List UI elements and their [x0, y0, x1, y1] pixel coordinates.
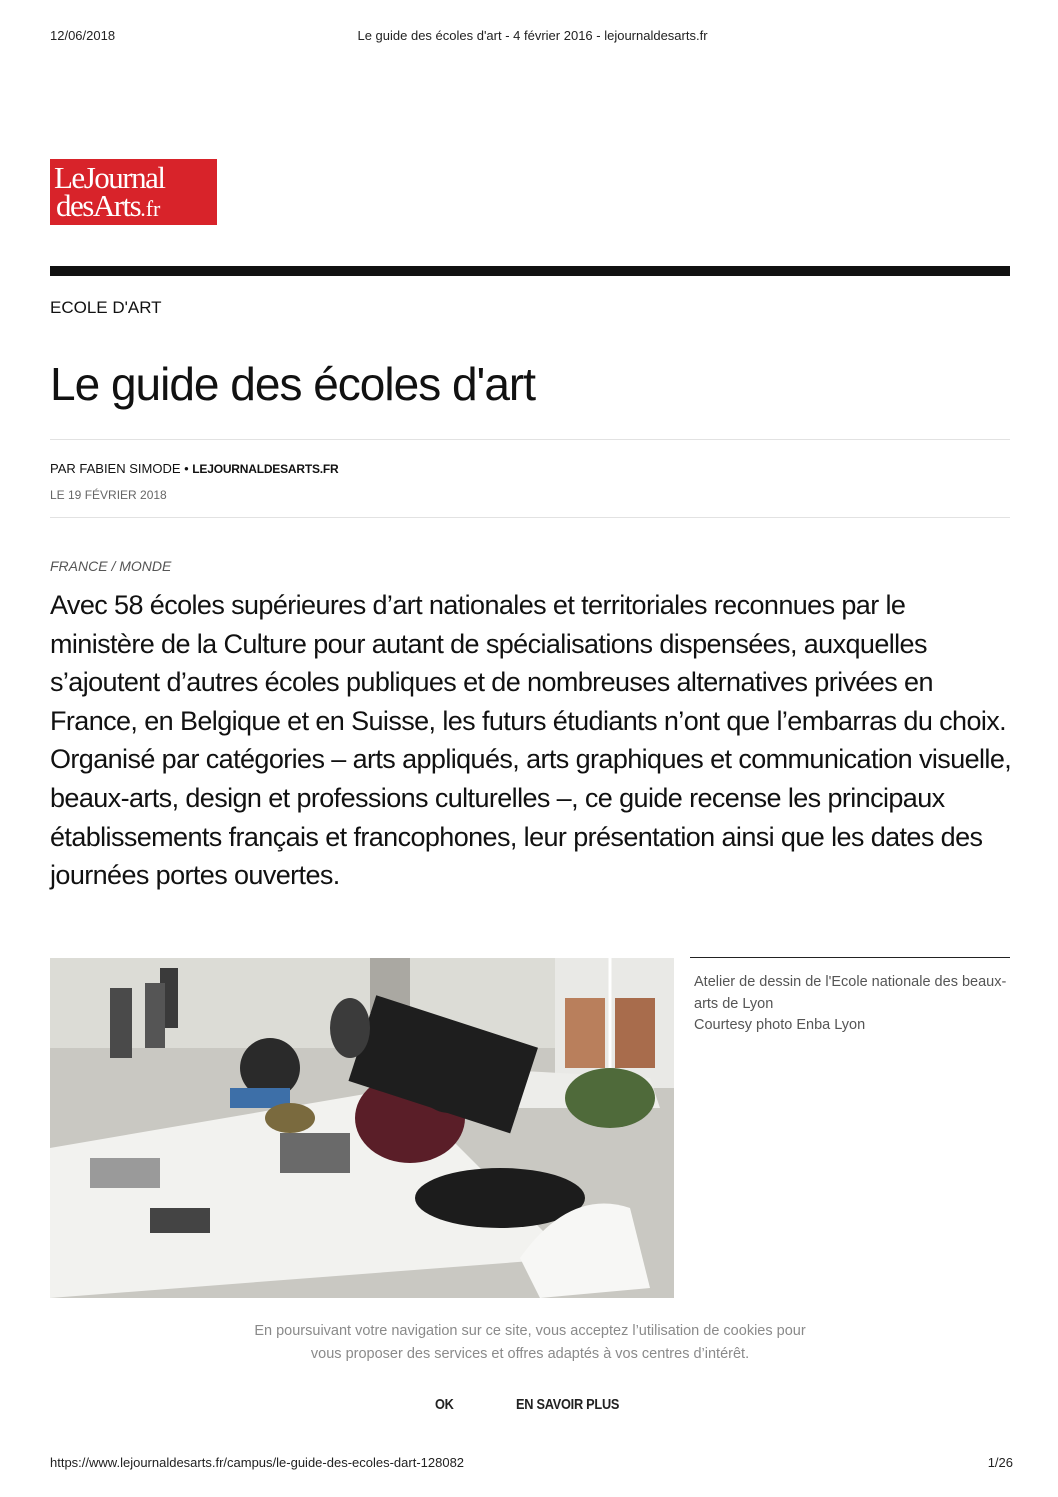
studio-photo-illustration [50, 958, 674, 1298]
article-photo [50, 958, 674, 1298]
logo-suffix: .fr [140, 196, 161, 221]
cookie-ok-button[interactable]: OK [435, 1396, 454, 1413]
print-page-number: 1/26 [987, 1455, 1013, 1470]
divider-line [50, 439, 1010, 440]
logo-line-2 [56, 190, 160, 224]
cookie-text-line-2: vous proposer des services et offres adaptés à vos centres d’intérêt. [310, 1345, 750, 1362]
divider-line [50, 517, 1010, 518]
header-divider-bar [50, 266, 1010, 276]
caption-divider [690, 957, 1010, 958]
byline-author[interactable]: PAR FABIEN SIMODE [50, 461, 181, 476]
cookie-banner [180, 1320, 880, 1365]
cookie-learn-more-button[interactable]: EN SAVOIR PLUS [516, 1396, 620, 1413]
article-lead: Avec 58 écoles supérieures d’art nationales et territoriales reconnues par le ministère de la Culture pour autant de spécialisations dispensées, auxquelles s’ajoutent d’autres écoles publiques et de nombreuses alternatives privées en France, en Belgique et en Suisse, les futurs étudiants n’ont que l’embarras du choix. Organisé par catégories – arts appliqués, arts graphiques et communication visuelle, beaux-arts, design et professions culturelles –, ce guide recense les principaux établissements français et francophones, leur présentation ainsi que les dates des journées portes ouvertes. [50, 590, 1012, 891]
byline-separator: • [180, 461, 193, 476]
print-title: Le guide des écoles d'art - 4 février 2016 - lejournaldesarts.fr [357, 28, 708, 43]
logo-line-1: LeJournal [54, 160, 165, 195]
byline-site: LEJOURNALDESARTS.FR [192, 462, 339, 476]
photo-caption-text: Atelier de dessin de l'Ecole nationale des beaux-arts de Lyon [694, 974, 1007, 1012]
print-date: 12/06/2018 [50, 28, 116, 43]
photo-caption [694, 972, 1010, 1037]
logo-line-2-text: desArts [56, 188, 141, 223]
photo-credit: Courtesy photo Enba Lyon [694, 1017, 866, 1033]
article-byline [50, 461, 339, 476]
print-url: https://www.lejournaldesarts.fr/campus/le-guide-des-ecoles-dart-128082 [50, 1455, 465, 1470]
article-date: LE 19 FÉVRIER 2018 [50, 488, 167, 502]
site-logo[interactable] [50, 159, 217, 225]
article-rubric[interactable]: ECOLE D'ART [50, 298, 162, 317]
page-title: Le guide des écoles d'art [50, 358, 536, 410]
cookie-text-line-1: En poursuivant votre navigation sur ce site, vous acceptez l’utilisation de cookies pour [254, 1323, 806, 1339]
article-category[interactable]: FRANCE / MONDE [50, 558, 172, 574]
